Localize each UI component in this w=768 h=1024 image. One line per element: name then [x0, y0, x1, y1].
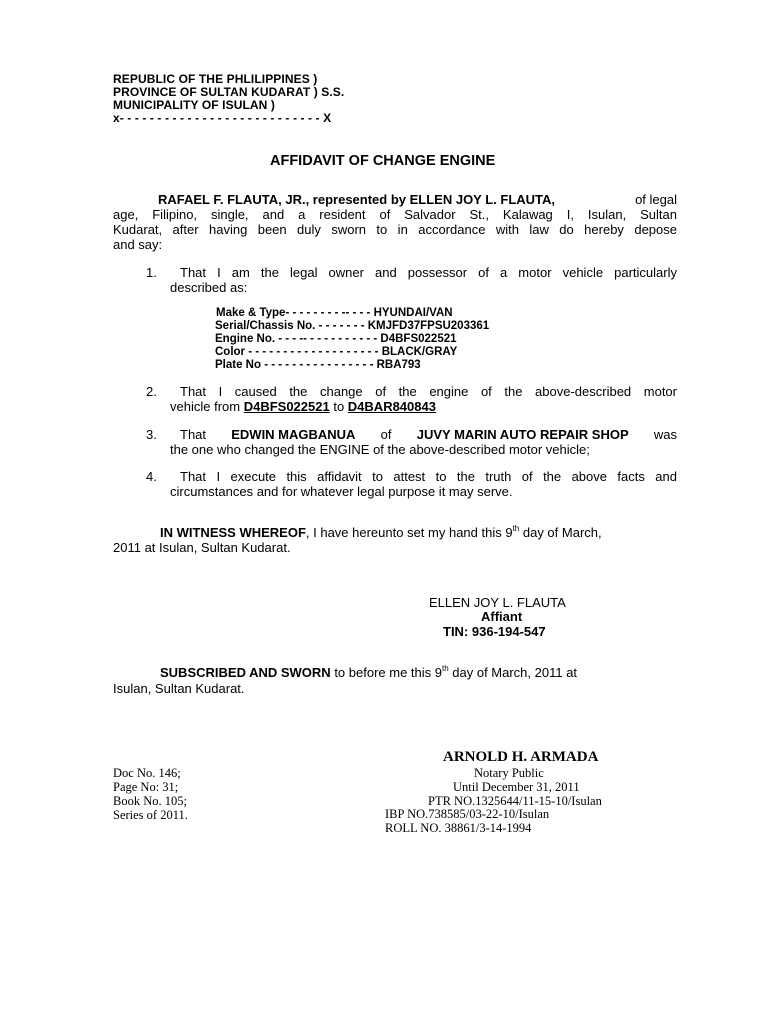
vehicle-plate-no: Plate No - - - - - - - - - - - - - - - - RBA793	[215, 359, 421, 371]
witness-line-1	[113, 525, 677, 540]
vehicle-color: Color - - - - - - - - - - - - - - - - - - - BLACK/GRAY	[215, 346, 458, 358]
notary-title: Notary Public	[474, 766, 544, 780]
item-3-line-2: the one who changed the ENGINE of the above-described motor vehicle;	[170, 442, 590, 457]
intro-line-3: Kudarat, after having been duly sworn to in accordance with law do hereby depose	[113, 222, 677, 237]
affiant-role: Affiant	[481, 609, 523, 624]
caption-republic: REPUBLIC OF THE PHLILIPPINES )	[113, 72, 318, 86]
item-3-line-1	[180, 427, 677, 442]
jurat-line-1	[113, 665, 577, 680]
item-3-number: 3.	[146, 427, 157, 442]
vehicle-engine-no: Engine No. - - - -- - - - - - - - - - - D4BFS022521	[215, 333, 457, 345]
witness-line-2: 2011 at Isulan, Sultan Kudarat.	[113, 540, 291, 555]
jurat-line-2: Isulan, Sultan Kudarat.	[113, 681, 245, 696]
notary-roll-number: ROLL NO. 38861/3-14-1994	[385, 821, 532, 835]
vehicle-make-type: Make & Type- - - - - - - - -- - - - HYUNDAI/VAN	[216, 307, 453, 319]
item-2-prefix: vehicle from	[170, 399, 241, 414]
caption-province: PROVINCE OF SULTAN KUDARAT ) S.S.	[113, 85, 345, 99]
new-engine-number: D4BAR840843	[347, 399, 436, 414]
witness-line-1-end: day of March,	[519, 525, 602, 540]
item-4-line-1: That I execute this affidavit to attest to the truth of the above facts and	[180, 469, 677, 484]
item-4-number: 4.	[146, 469, 157, 484]
jurat-line-1-mid: to before me this 9	[330, 665, 442, 680]
docket-book-no: Book No. 105;	[113, 794, 187, 808]
jurat-line-1-end: day of March, 2011 at	[448, 665, 578, 680]
item-3-was: was	[653, 427, 677, 442]
caption-municipality: MUNICIPALITY OF ISULAN )	[113, 98, 275, 112]
notary-ptr-number: PTR NO.1325644/11-15-10/Isulan	[428, 794, 602, 808]
jurat-day-suffix: th	[441, 664, 449, 673]
intro-line-2: age, Filipino, single, and a resident of Salvador St., Kalawag I, Isulan, Sultan	[113, 207, 677, 222]
notary-ibp-number: IBP NO.738585/03-22-10/Isulan	[385, 807, 550, 821]
witness-line-1-mid: , I have hereunto set my hand this 9	[305, 525, 513, 540]
item-3-of: of	[380, 427, 392, 442]
caption-divider: x- - - - - - - - - - - - - - - - - - - - - - - - - - - X	[113, 111, 332, 125]
item-2-number: 2.	[146, 384, 157, 399]
mechanic-name: EDWIN MAGBANUA	[231, 427, 356, 442]
old-engine-number: D4BFS022521	[243, 399, 330, 414]
item-4-line-2: circumstances and for whatever legal purpose it may serve.	[170, 484, 513, 499]
affiant-tin: TIN: 936-194-547	[443, 624, 546, 639]
document-title: AFFIDAVIT OF CHANGE ENGINE	[270, 153, 496, 169]
vehicle-serial-chassis: Serial/Chassis No. - - - - - - - KMJFD37FPSU203361	[215, 320, 490, 332]
notary-commission-until: Until December 31, 2011	[453, 780, 580, 794]
item-2-line-2	[170, 399, 440, 414]
intro-line-4: and say:	[113, 237, 163, 252]
item-3-that: That	[180, 427, 207, 442]
item-1-line-2: described as:	[170, 280, 248, 295]
notary-name: ARNOLD H. ARMADA	[443, 749, 599, 765]
item-1-line-1: That I am the legal owner and possessor of a motor vehicle particularly	[180, 265, 677, 280]
docket-doc-no: Doc No. 146;	[113, 766, 181, 780]
item-2-to: to	[333, 399, 345, 414]
affiant-representation: RAFAEL F. FLAUTA, JR., represented by ELLEN JOY L. FLAUTA,	[158, 192, 556, 207]
repair-shop-name: JUVY MARIN AUTO REPAIR SHOP	[416, 427, 629, 442]
item-2-line-1: That I caused the change of the engine of the above-described motor	[180, 384, 677, 399]
affiant-name: ELLEN JOY L. FLAUTA	[429, 595, 566, 610]
witness-day-suffix: th	[512, 524, 520, 533]
intro-line-1-rest: of legal	[635, 192, 677, 207]
item-1-number: 1.	[146, 265, 157, 280]
docket-series: Series of 2011.	[113, 808, 188, 822]
docket-page-no: Page No: 31;	[113, 780, 179, 794]
jurat-lead: SUBSCRIBED AND SWORN	[160, 665, 331, 680]
witness-lead: IN WITNESS WHEREOF	[160, 525, 306, 540]
intro-line-1	[113, 192, 677, 207]
